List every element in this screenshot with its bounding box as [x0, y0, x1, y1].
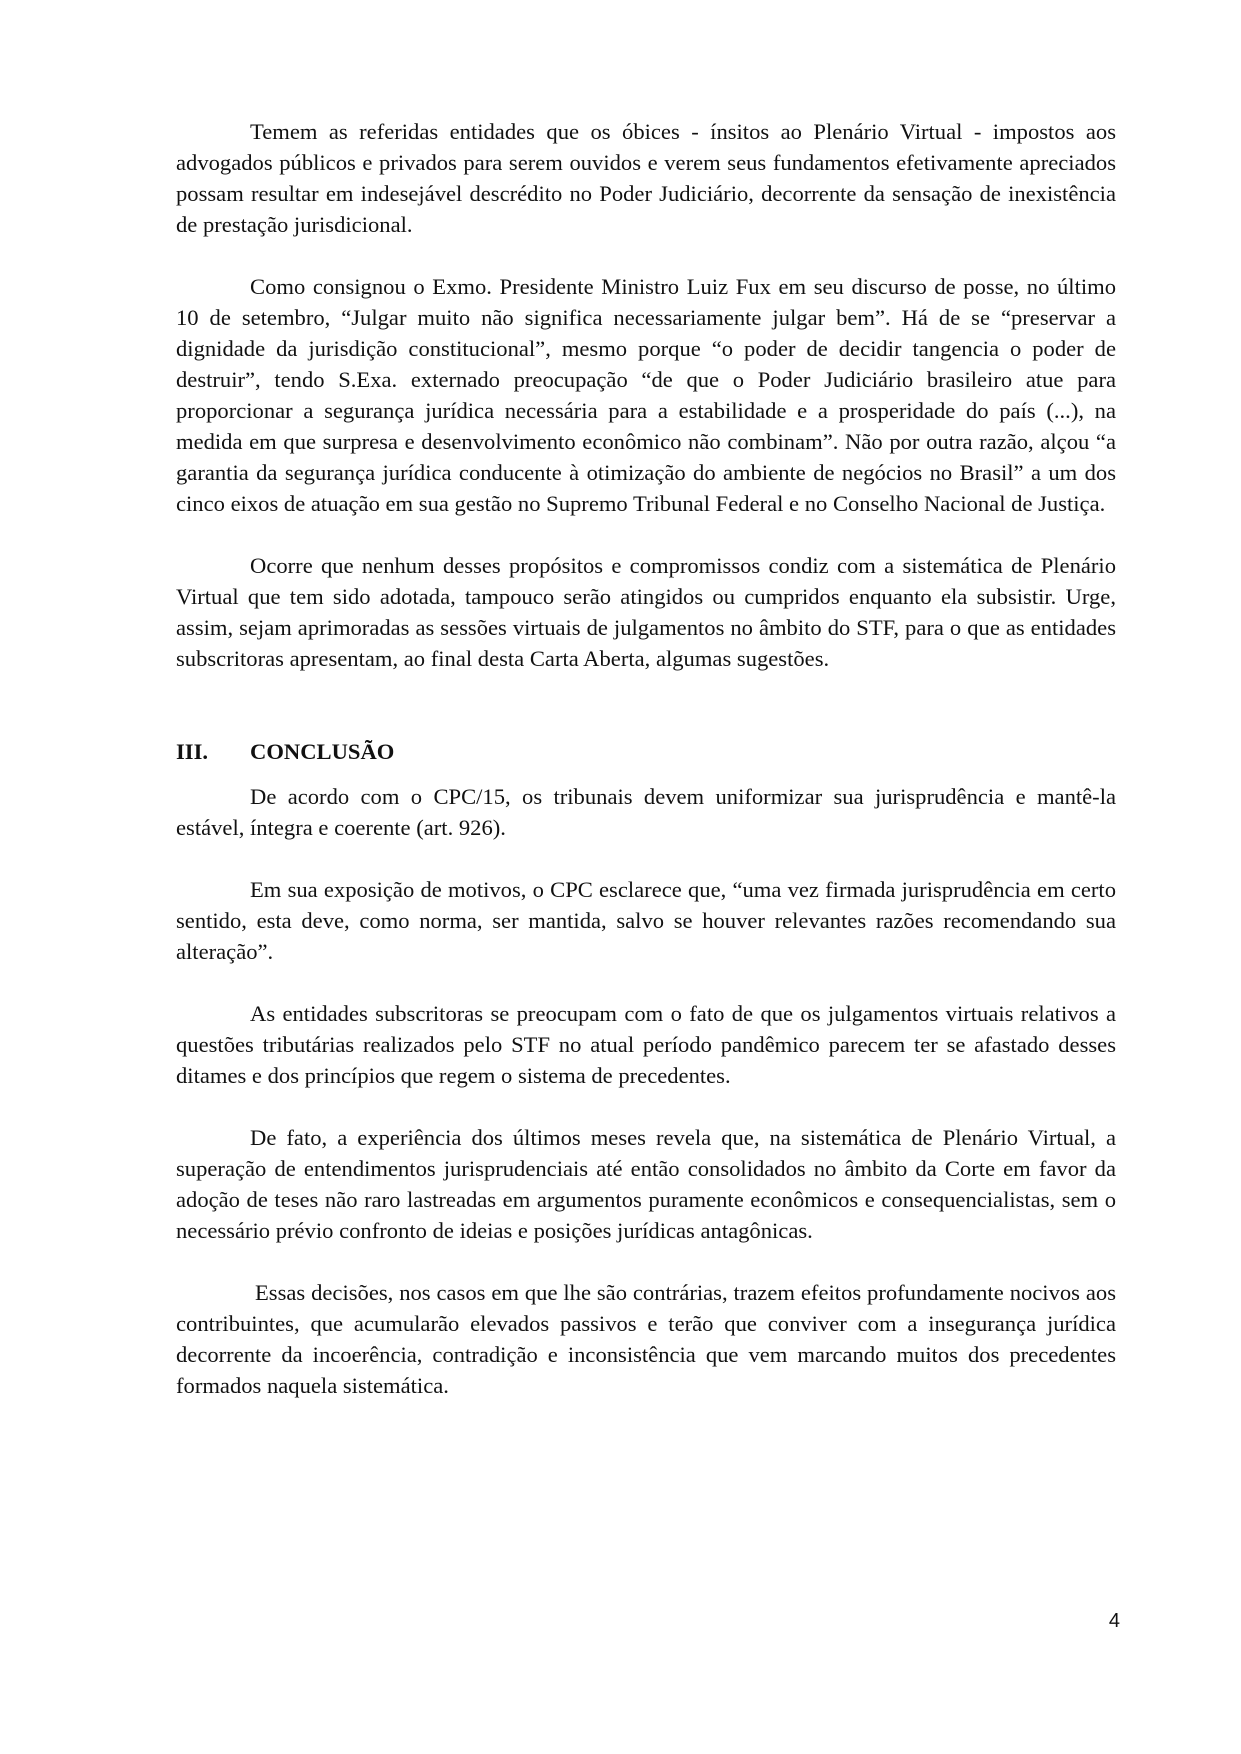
paragraph: De acordo com o CPC/15, os tribunais devem uniformizar sua jurisprudência e mantê-la estável, íntegra e coerente (art. 926). [176, 784, 1116, 840]
section-title: CONCLUSÃO [250, 739, 395, 764]
paragraph: Ocorre que nenhum desses propósitos e compromissos condiz com a sistemática de Plenário Virtual que tem sido adotada, tampouco serão atingidos ou cumpridos enquanto ela subsistir. Urge, assim, sejam aprimoradas as sessões virtuais de julgamentos no âmbito do STF, para o que as entidades subscritoras apresentam, ao final desta Carta Aberta, algumas sugestões. [176, 553, 1116, 671]
paragraph: As entidades subscritoras se preocupam com o fato de que os julgamentos virtuais relativos a questões tributárias realizados pelo STF no atual período pandêmico parecem ter se afastado desses ditames e dos princípios que regem o sistema de precedentes. [176, 1001, 1116, 1088]
paragraph: Como consignou o Exmo. Presidente Ministro Luiz Fux em seu discurso de posse, no último 10 de setembro, “Julgar muito não significa necessariamente julgar bem”. Há de se “preservar a dignidade da jurisdição constitucional”, mesmo porque “o poder de decidir tangencia o poder de destruir”, tendo S.Exa. externado preocupação “de que o Poder Judiciário brasileiro atue para proporcionar a segurança jurídica necessária para a estabilidade e a prosperidade do país (...), na medida em que surpresa e desenvolvimento econômico não combinam”. Não por outra razão, alçou “a garantia da segurança jurídica conducente à otimização do ambiente de negócios no Brasil” a um dos cinco eixos de atuação em sua gestão no Supremo Tribunal Federal e no Conselho Nacional de Justiça. [176, 274, 1116, 516]
paragraph: Essas decisões, nos casos em que lhe são contrárias, trazem efeitos profundamente nocivos aos contribuintes, que acumularão elevados passivos e terão que conviver com a insegurança jurídica decorrente da incoerência, contradição e inconsistência que vem marcando muitos dos precedentes formados naquela sistemática. [176, 1280, 1116, 1398]
section-heading [176, 736, 1116, 767]
paragraph: Temem as referidas entidades que os óbices - ínsitos ao Plenário Virtual - impostos aos advogados públicos e privados para serem ouvidos e verem seus fundamentos efetivamente apreciados possam resultar em indesejável descrédito no Poder Judiciário, decorrente da sensação de inexistência de prestação jurisdicional. [176, 119, 1116, 237]
paragraph: Em sua exposição de motivos, o CPC esclarece que, “uma vez firmada jurisprudência em certo sentido, esta deve, como norma, ser mantida, salvo se houver relevantes razões recomendando sua alteração”. [176, 877, 1116, 964]
section-number: III. [176, 739, 209, 764]
paragraph: De fato, a experiência dos últimos meses revela que, na sistemática de Plenário Virtual, a superação de entendimentos jurisprudenciais até então consolidados no âmbito da Corte em favor da adoção de teses não raro lastreadas em argumentos puramente econômicos e consequencialistas, sem o necessário prévio confronto de ideias e posições jurídicas antagônicas. [176, 1125, 1116, 1243]
page-number: 4 [1108, 1610, 1120, 1632]
page-body [176, 116, 1116, 1401]
